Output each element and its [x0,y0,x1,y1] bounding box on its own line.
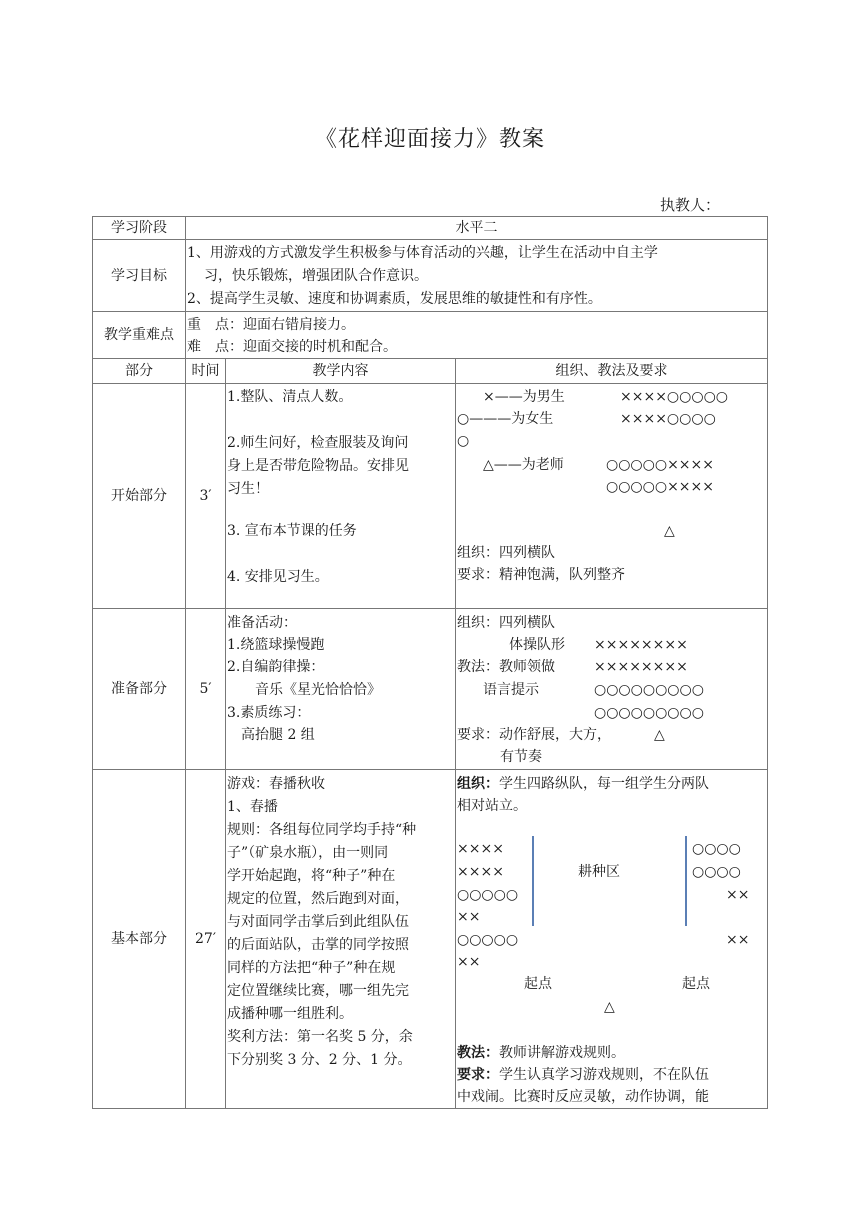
left-team-row: ×× [457,954,481,970]
right-team-row: ○○○○ [692,864,741,880]
field-boundary-left [532,836,534,926]
basic-org [455,769,768,1109]
start-part: 开始部分 [92,383,186,609]
stage-label: 学习阶段 [92,216,186,240]
legend-boy: ×——为男生 [483,389,565,405]
content-line: 规定的位置，然后跑到对面， [227,891,409,907]
prep-content [225,608,456,770]
content-line: 奖利方法：第一名奖 5 分，余 [227,1029,413,1045]
method-line [457,1042,625,1064]
content-line: 的后面站队，击掌的同学按照 [227,937,409,953]
content-line: 1.绕篮球操慢跑 [227,637,325,653]
formation-row: ×××××××× [594,637,688,653]
goal-line: 2、提高学生灵敏、速度和协调素质，发展思维的敏捷性和有序性。 [187,291,602,307]
right-team-row: ○○○○ [692,841,741,857]
prep-org [455,608,768,770]
formation-row: ○○○○○○○○○ [594,682,704,698]
header-part: 部分 [92,358,186,384]
key-label: 教学重难点 [92,311,186,359]
left-team-row: ×××× [457,841,504,857]
start-point-left: 起点 [524,976,552,992]
content-line: 3. 宣布本节课的任务 [227,523,357,539]
content-line: 身上是否带危险物品。安排见 [227,458,409,474]
prep-part: 准备部分 [92,608,186,770]
method-label: 教法： [457,1045,499,1061]
method-text: 教法：教师领做 [457,659,555,675]
goal-line: 习，快乐锻炼，增强团队合作意识。 [204,268,428,284]
page-title: 《花样迎面接力》教案 [314,127,545,152]
start-time: 3′ [185,383,226,609]
content-line: 下分别奖 3 分、2 分、1 分。 [227,1052,412,1068]
formation-row: ○ [457,433,470,449]
start-point-right: 起点 [682,976,710,992]
key-line: 重 点：迎面右错肩接力。 [187,317,355,333]
content-line: 成播种哪一组胜利。 [227,1006,353,1022]
hint-text: 语言提示 [483,682,539,698]
basic-time: 27′ [185,769,226,1109]
start-content [225,383,456,609]
req-text: 要求：动作舒展，大方， [457,727,611,743]
content-line: 学开始起跑，将“种子”种在 [227,868,396,884]
left-team-row: ×× [457,909,481,925]
goals-cell [185,239,768,312]
teacher-mark: △ [604,999,615,1015]
right-team-row: ×× [726,932,750,948]
req-text: 要求：精神饱满，队列整齐 [457,567,625,583]
formation-row: ○○○○○○○○○ [594,705,704,721]
left-team-row: ○○○○○ [457,932,519,948]
content-line: 音乐《星光恰恰恰》 [227,682,381,698]
teacher-mark: △ [654,727,665,743]
req-line [457,1064,709,1086]
header-content: 教学内容 [225,358,456,384]
formation-row: ××××○○○○○ [620,389,729,405]
zone-label: 耕种区 [578,864,620,880]
formation-row: ××××○○○○ [620,411,716,427]
method-text: 教师讲解游戏规则。 [499,1045,625,1061]
content-line: 准备活动： [227,615,297,631]
start-org [455,383,768,609]
content-line: 2.自编韵律操： [227,659,325,675]
header-time: 时间 [185,358,226,384]
content-line: 与对面同学击掌后到此组队伍 [227,914,409,930]
content-line: 1、春播 [227,799,278,815]
formation-row: ○○○○○×××× [606,479,715,495]
content-line: 规则：各组每位同学均手持“种 [227,822,417,838]
goal-line: 1、用游戏的方式激发学生积极参与体育活动的兴趣，让学生在活动中自主学 [187,245,658,261]
key-line: 难 点：迎面交接的时机和配合。 [187,339,397,355]
content-line: 1.整队、清点人数。 [227,389,353,405]
content-line: 定位置继续比赛，哪一组先完 [227,983,409,999]
content-line: 4. 安排见习生。 [227,569,329,585]
org-line [457,773,709,795]
left-team-row: ○○○○○ [457,887,519,903]
stage-value: 水平二 [185,216,768,240]
teacher-mark: △ [664,523,675,539]
prep-time: 5′ [185,608,226,770]
req-label: 要求： [457,1067,499,1083]
content-line: 子”（矿泉水瓶），由一则同 [227,845,389,861]
org-text: 组织：四列横队 [457,545,555,561]
legend-girl: ○———为女生 [457,411,554,427]
rhythm-text: 有节奏 [500,749,542,765]
org-text: 组织：四列横队 [457,615,555,631]
content-line: 习生！ [227,481,269,497]
right-team-row: ×× [726,887,750,903]
formation-label: 体操队形 [509,637,565,653]
org-text: 相对站立。 [457,798,527,814]
content-line: 3.素质练习： [227,705,311,721]
content-line: 同样的方法把“种子”种在规 [227,960,396,976]
content-line: 高抬腿 2 组 [227,727,315,743]
formation-row: ×××××××× [594,659,688,675]
teacher-label: 执教人： [660,196,721,214]
formation-row: ○○○○○×××× [606,457,715,473]
legend-teacher: △——为老师 [483,457,564,473]
left-team-row: ×××× [457,864,504,880]
basic-content [225,769,456,1109]
content-line: 游戏：春播秋收 [227,776,325,792]
goals-label: 学习目标 [92,239,186,312]
req-text: 中戏闹。比赛时反应灵敏，动作协调，能 [457,1089,709,1105]
org-text: 学生四路纵队，每一组学生分两队 [499,776,709,792]
req-text: 学生认真学习游戏规则，不在队伍 [499,1067,709,1083]
field-boundary-right [685,836,687,926]
content-line: 2.师生问好，检查服装及询问 [227,435,409,451]
org-label: 组织： [457,776,499,792]
basic-part: 基本部分 [92,769,186,1109]
key-cell [185,311,768,359]
header-org: 组织、教法及要求 [455,358,768,384]
